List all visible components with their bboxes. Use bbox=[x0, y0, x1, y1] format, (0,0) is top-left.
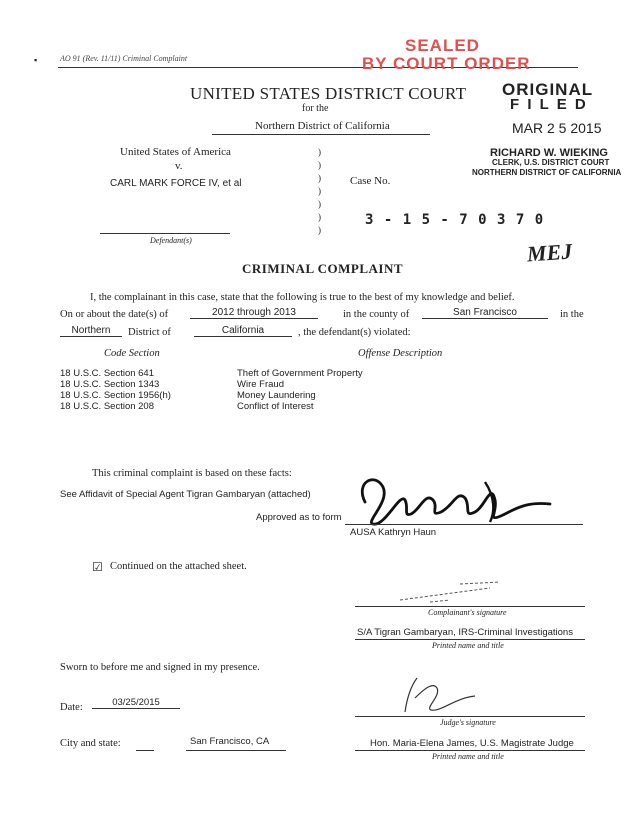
ausa-signature bbox=[345, 462, 565, 532]
complainant-name: S/A Tigran Gambaryan, IRS-Criminal Investigations bbox=[357, 627, 573, 638]
stamp-date: MAR 2 5 2015 bbox=[512, 120, 602, 136]
judge-sig-rule bbox=[355, 716, 585, 717]
state-field: California bbox=[194, 325, 292, 337]
violated-label: , the defendant(s) violated: bbox=[298, 327, 411, 338]
city-label: City and state: bbox=[60, 738, 121, 749]
plaintiff: United States of America bbox=[120, 146, 231, 158]
sealed-stamp-line2: BY COURT ORDER bbox=[362, 54, 531, 73]
offense-desc-4: Conflict of Interest bbox=[237, 401, 314, 412]
offense-code-1: 18 U.S.C. Section 641 bbox=[60, 368, 154, 379]
complaint-intro: I, the complainant in this case, state that the following is true to the best of my knowledge and belief. bbox=[90, 292, 515, 303]
form-id: AO 91 (Rev. 11/11) Criminal Complaint bbox=[60, 54, 188, 63]
date-label: Date: bbox=[60, 702, 83, 713]
offense-code-4: 18 U.S.C. Section 208 bbox=[60, 401, 154, 412]
judge-name-rule bbox=[355, 750, 585, 751]
complaint-heading: CRIMINAL COMPLAINT bbox=[242, 261, 404, 276]
in-the-label: in the bbox=[560, 309, 584, 320]
court-title: UNITED STATES DISTRICT COURT bbox=[190, 84, 467, 103]
judge-printed-label: Printed name and title bbox=[432, 752, 504, 761]
affidavit-text: See Affidavit of Special Agent Tigran Gambaryan (attached) bbox=[60, 489, 311, 500]
caption-brace: ) ) ) ) ) ) ) bbox=[318, 147, 321, 235]
defendant-label: Defendant(s) bbox=[150, 236, 192, 245]
city-field: San Francisco, CA bbox=[190, 736, 270, 747]
continued-checkbox[interactable]: ☑ bbox=[92, 560, 103, 574]
case-number: 3 - 1 5 - 7 0 3 7 0 bbox=[365, 212, 545, 228]
offense-desc-3: Money Laundering bbox=[237, 390, 316, 401]
district-of-label: District of bbox=[128, 327, 171, 338]
county-field: San Francisco bbox=[422, 307, 548, 319]
county-label: in the county of bbox=[343, 309, 410, 320]
facts-label: This criminal complaint is based on these facts: bbox=[92, 468, 292, 479]
stamp-original: ORIGINAL bbox=[502, 80, 594, 99]
dates-field: 2012 through 2013 bbox=[190, 307, 318, 319]
city-rule bbox=[186, 750, 286, 751]
judge-signature bbox=[385, 668, 495, 720]
offense-code-3: 18 U.S.C. Section 1956(h) bbox=[60, 390, 171, 401]
bullet-mark: ▪ bbox=[34, 55, 38, 65]
versus: v. bbox=[175, 160, 183, 172]
sealed-stamp-line1: SEALED bbox=[405, 36, 480, 55]
offense-description-header: Offense Description bbox=[358, 348, 443, 359]
judge-sig-label: Judge's signature bbox=[440, 718, 496, 727]
on-or-about-label: On or about the date(s) of bbox=[60, 309, 169, 320]
case-no-label: Case No. bbox=[350, 175, 391, 187]
stamp-clerk-title: CLERK, U.S. DISTRICT COURT bbox=[492, 158, 610, 167]
defendant: CARL MARK FORCE IV, et al bbox=[110, 178, 242, 189]
offense-desc-1: Theft of Government Property bbox=[237, 368, 363, 379]
district-rule bbox=[212, 134, 430, 135]
continued-label: Continued on the attached sheet. bbox=[110, 561, 247, 572]
initials-mej: MEJ bbox=[526, 238, 574, 267]
for-the: for the bbox=[302, 103, 329, 114]
complainant-sig-label: Complainant's signature bbox=[428, 608, 507, 617]
sworn-statement: Sworn to before me and signed in my presence. bbox=[60, 662, 260, 673]
stamp-clerk-district: NORTHERN DISTRICT OF CALIFORNIA bbox=[472, 168, 622, 177]
ausa-rule bbox=[345, 524, 583, 525]
code-section-header: Code Section bbox=[104, 348, 160, 359]
defendant-rule bbox=[100, 233, 230, 234]
stamp-filed: F I L E D bbox=[510, 96, 588, 113]
complainant-name-rule bbox=[355, 639, 585, 640]
offense-desc-2: Wire Fraud bbox=[237, 379, 284, 390]
district-name: Northern District of California bbox=[255, 120, 390, 132]
district-field: Northern bbox=[60, 325, 122, 337]
city-blank-rule bbox=[136, 750, 154, 751]
complainant-signature bbox=[390, 574, 520, 606]
ausa-name: AUSA Kathryn Haun bbox=[350, 527, 437, 538]
judge-name: Hon. Maria-Elena James, U.S. Magistrate Judge bbox=[370, 738, 574, 749]
offense-code-2: 18 U.S.C. Section 1343 bbox=[60, 379, 160, 390]
date-field: 03/25/2015 bbox=[92, 697, 180, 709]
stamp-clerk-name: RICHARD W. WIEKING bbox=[490, 147, 608, 159]
printed-name-label: Printed name and title bbox=[432, 641, 504, 650]
complainant-sig-rule bbox=[355, 606, 585, 607]
approved-as-to-form: Approved as to form bbox=[256, 512, 342, 523]
